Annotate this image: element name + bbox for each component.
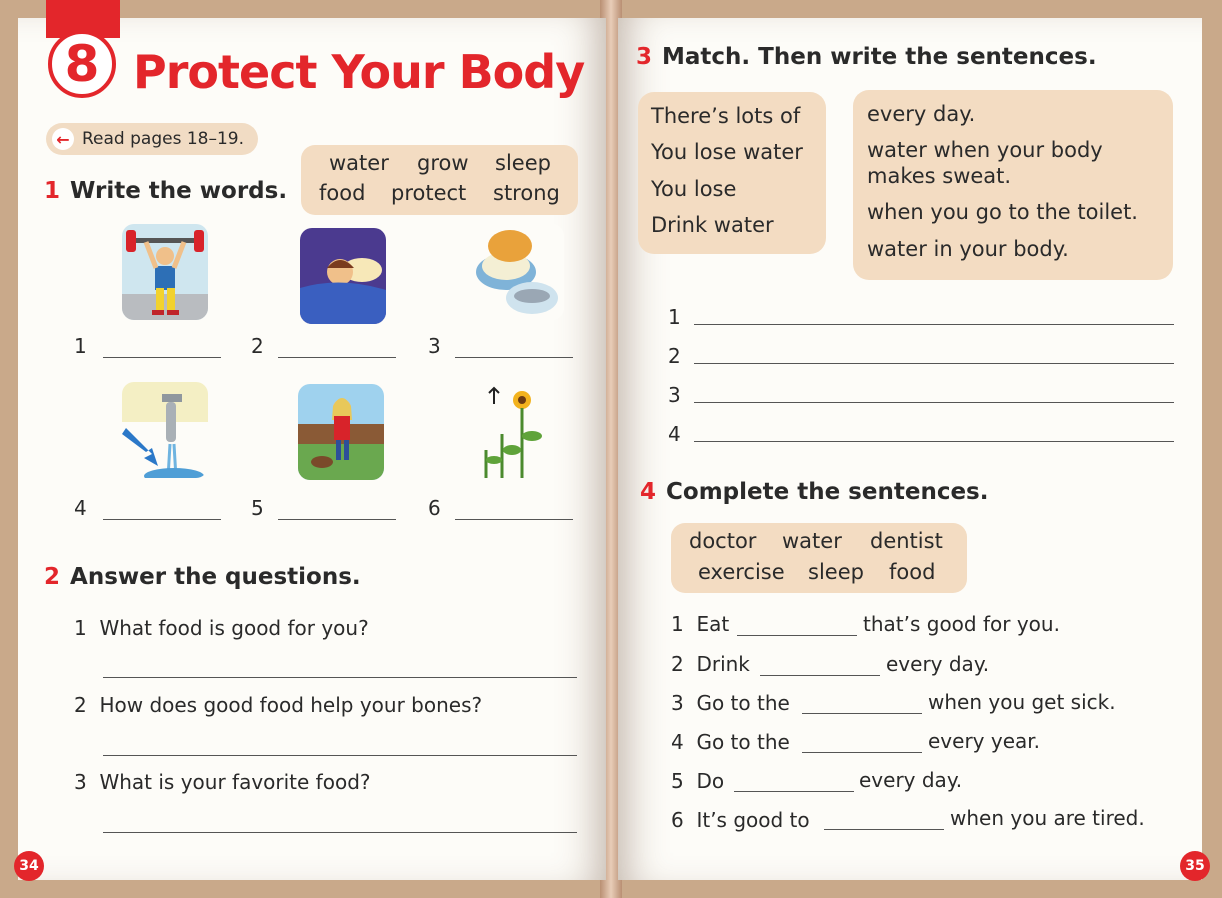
answer-line-2[interactable] [103, 755, 577, 756]
match-right-item[interactable]: water in your body. [867, 237, 1069, 261]
sentence-6: 6 It’s good to [671, 808, 810, 832]
ex1-answer-line-1[interactable] [103, 357, 221, 358]
page-number-right: 35 [1180, 851, 1210, 881]
sentence-2: 2 Drink [671, 652, 750, 676]
read-pages-badge [46, 123, 258, 155]
sentence-6-end: when you are tired. [950, 806, 1145, 830]
answer-line-1[interactable] [103, 677, 577, 678]
sentence-5: 5 Do [671, 769, 725, 793]
arrow-left-icon: ← [52, 128, 74, 150]
word-sleep: sleep [808, 560, 864, 584]
match-right-box [853, 90, 1173, 280]
question-2: 2 How does good food help your bones? [74, 693, 483, 717]
weightlifter-picture [122, 224, 208, 320]
ex3-sentence-line-4[interactable] [694, 441, 1174, 442]
ex3-sentence-line-3[interactable] [694, 402, 1174, 403]
ex1-answer-line-3[interactable] [455, 357, 573, 358]
sentence-3-end: when you get sick. [928, 690, 1116, 714]
sentence-4-end: every year. [928, 729, 1041, 753]
ex1-word-box [301, 145, 578, 215]
word-protect: protect [391, 181, 467, 205]
match-left-item[interactable]: You lose [651, 177, 737, 201]
sentence-1: 1 Eat [671, 612, 730, 636]
read-pages-label: Read pages 18–19. [82, 129, 245, 149]
sentence-blank-5[interactable] [734, 791, 854, 792]
match-left-item[interactable]: Drink water [651, 213, 774, 237]
ex1-answer-line-6[interactable] [455, 519, 573, 520]
word-water: water [329, 151, 389, 175]
sentence-blank-3[interactable] [802, 713, 922, 714]
tap-water-picture [122, 382, 208, 478]
match-right-item[interactable]: when you go to the toilet. [867, 200, 1138, 224]
word-doctor: doctor [689, 529, 757, 553]
word-sleep: sleep [495, 151, 551, 175]
ex3-heading: 3 Match. Then write the sentences. [636, 44, 1097, 70]
ex1-item-number: 6 [428, 496, 441, 520]
ex3-sentence-line-1[interactable] [694, 324, 1174, 325]
ex1-item-number: 1 [74, 334, 87, 358]
ex3-sentence-line-2[interactable] [694, 363, 1174, 364]
word-grow: grow [417, 151, 469, 175]
sentence-4: 4 Go to the [671, 730, 790, 754]
question-1: 1 What food is good for you? [74, 616, 369, 640]
sentence-5-end: every day. [859, 768, 963, 792]
ex3-line-number: 1 [668, 305, 681, 329]
ex3-line-number: 2 [668, 344, 681, 368]
word-water: water [782, 529, 842, 553]
sentence-blank-4[interactable] [802, 752, 922, 753]
food-plates-picture [470, 224, 564, 320]
ex3-line-number: 3 [668, 383, 681, 407]
word-exercise: exercise [698, 560, 785, 584]
ex1-item-number: 2 [251, 334, 264, 358]
sentence-blank-6[interactable] [824, 829, 944, 830]
sentence-blank-2[interactable] [760, 675, 880, 676]
word-dentist: dentist [870, 529, 943, 553]
sentence-2-end: every day. [886, 652, 990, 676]
sentence-1-end: that’s good for you. [863, 612, 1060, 636]
ex1-answer-line-2[interactable] [278, 357, 396, 358]
match-right-item[interactable]: water when your body [867, 138, 1103, 162]
ex1-answer-line-5[interactable] [278, 519, 396, 520]
ex3-line-number: 4 [668, 422, 681, 446]
match-left-item[interactable]: You lose water [651, 140, 803, 164]
word-food: food [889, 560, 936, 584]
ex1-item-number: 4 [74, 496, 87, 520]
sentence-blank-1[interactable] [737, 635, 857, 636]
ex1-answer-line-4[interactable] [103, 519, 221, 520]
page-number-left: 34 [14, 851, 44, 881]
word-strong: strong [493, 181, 560, 205]
match-right-item[interactable]: every day. [867, 102, 976, 126]
question-3: 3 What is your favorite food? [74, 770, 371, 794]
ex4-word-box [671, 523, 967, 593]
unit-number: 8 [48, 30, 116, 98]
match-right-item-cont: makes sweat. [867, 164, 1012, 188]
match-left-box [638, 92, 826, 254]
ex1-item-number: 5 [251, 496, 264, 520]
sentence-3: 3 Go to the [671, 691, 790, 715]
match-left-item[interactable]: There’s lots of [651, 104, 801, 128]
sleeping-boy-picture [300, 228, 386, 324]
ex1-heading: 1 Write the words. [44, 178, 288, 204]
word-food: food [319, 181, 366, 205]
answer-line-3[interactable] [103, 832, 577, 833]
growing-plants-picture [472, 384, 554, 480]
ex4-heading: 4 Complete the sentences. [640, 479, 989, 505]
page-title: Protect Your Body [133, 45, 585, 99]
girl-with-dog-picture [298, 384, 384, 480]
ex1-item-number: 3 [428, 334, 441, 358]
ex2-heading: 2 Answer the questions. [44, 564, 361, 590]
